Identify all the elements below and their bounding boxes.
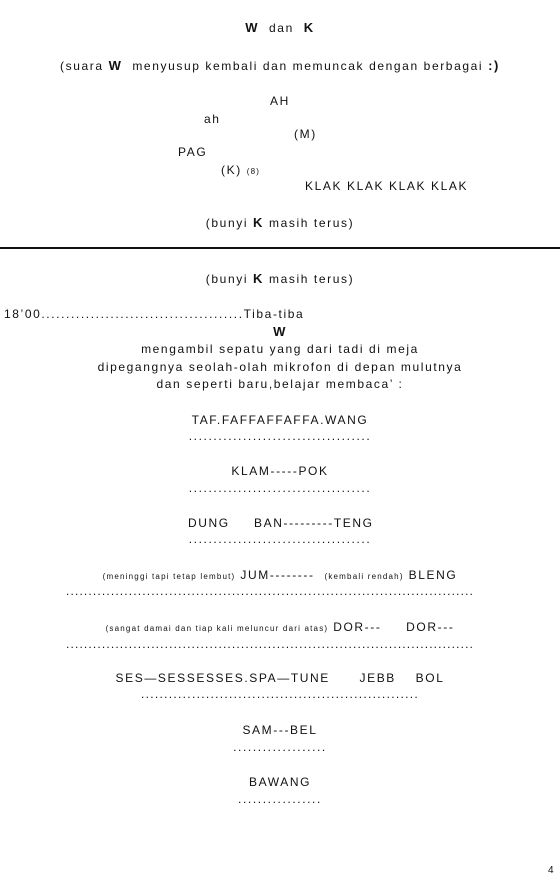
ses-line: SES—SESSESSES.SPA—TUNE JEBB BOL xyxy=(115,671,445,685)
dots-a: ..................................... xyxy=(188,429,372,443)
dots-b: ..................................... xyxy=(188,481,372,495)
klak-sound: KLAK KLAK KLAK KLAK xyxy=(305,179,469,193)
bunyi-top: (bunyi K masih terus) xyxy=(205,215,355,230)
time-line: 18’00.........................................Tiba-tiba xyxy=(4,307,305,321)
para-line-3: dan seperti baru,belajar membaca’ : xyxy=(156,377,404,391)
stage-direction: (suara W menyusup kembali dan memuncak dengan berbagai :) xyxy=(60,58,500,73)
bunyi-bottom: (bunyi K masih terus) xyxy=(205,271,355,286)
bawang-line: BAWANG xyxy=(248,775,312,789)
w-label: W xyxy=(273,324,287,339)
page-divider xyxy=(0,247,560,249)
pag-sound: PAG xyxy=(178,145,208,159)
dots-f: ............................................................ xyxy=(140,687,420,701)
dots-d: ........................................................................................... xyxy=(66,584,475,598)
dots-c: ..................................... xyxy=(188,532,372,546)
taf-line: TAF.FAFFAFFAFFA.WANG xyxy=(191,413,369,427)
klam-line: KLAM-----POK xyxy=(231,464,329,478)
para-line-2: dipegangnya seolah-olah mikrofon di depan mulutnya xyxy=(97,360,463,374)
jum-line: (meninggi tapi tetap lembut) JUM-------- (kembali rendah) BLENG xyxy=(102,568,458,582)
dots-h: ................. xyxy=(238,792,322,806)
ban-teng-word: BAN---------TENG xyxy=(254,516,374,530)
ah-lower: ah xyxy=(204,112,221,126)
m-sound: (M) xyxy=(294,127,317,141)
dor-line: (sangat damai dan tiap kali meluncur dari atas) DOR--- DOR--- xyxy=(105,620,455,634)
para-line-1: mengambil sepatu yang dari tadi di meja xyxy=(141,342,419,356)
ah-upper: AH xyxy=(270,94,290,108)
k-sound: (K) (8) xyxy=(221,163,261,177)
heading: W dan K xyxy=(245,20,315,35)
page-number: 4 xyxy=(548,865,554,876)
dung-word: DUNG xyxy=(188,516,230,530)
sambel-line: SAM---BEL xyxy=(242,723,318,737)
dots-e: ........................................................................................... xyxy=(66,637,475,651)
dots-g: ................... xyxy=(233,740,327,754)
